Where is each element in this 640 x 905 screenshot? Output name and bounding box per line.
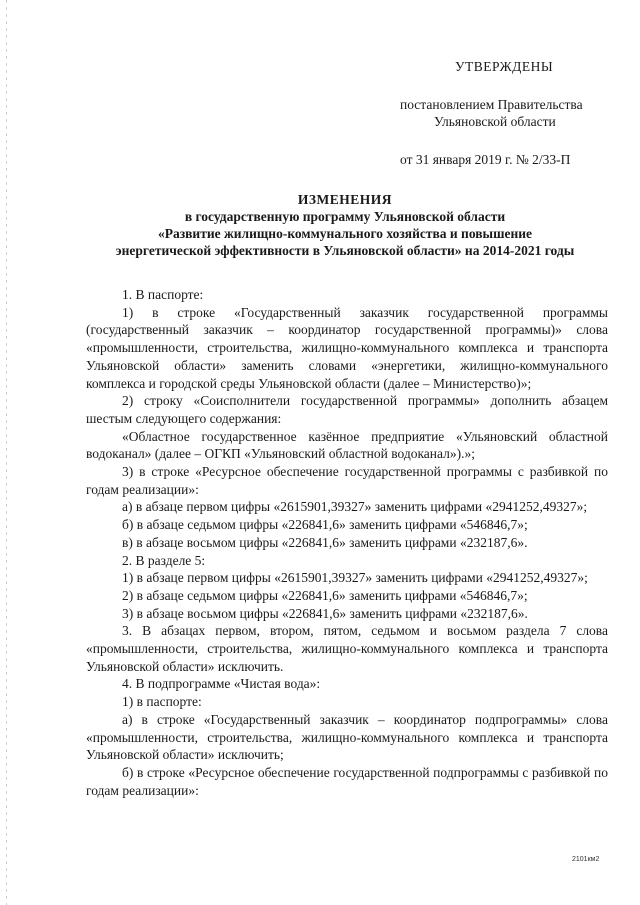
paragraph-8: в) в абзаце восьмом цифры «226841,6» заменить цифрами «232187,6». xyxy=(122,534,528,550)
paragraph-12: 3) в абзаце восьмом цифры «226841,6» заменить цифрами «232187,6». xyxy=(122,605,528,621)
document-body xyxy=(86,286,608,799)
paragraph-4: «Областное государственное казённое предприятие «Ульяновский областной водоканал» (далее – ОГКП «Ульяновский областной водоканал»).»; xyxy=(86,428,608,462)
paragraph-16: а) в строке «Государственный заказчик – координатор подпрограммы» слова «промышленности, строительства, жилищно-коммунального комплекса и транспорта Ульяновской области» исключить; xyxy=(86,711,608,763)
paragraph-14: 4. В подпрограмме «Чистая вода»: xyxy=(122,676,321,692)
document-heading xyxy=(80,191,610,259)
heading-line-0: ИЗМЕНЕНИЯ xyxy=(297,192,393,207)
paragraph-3: 2) строку «Соисполнители государственной программы» дополнить абзацем шестым следующего содержания: xyxy=(86,393,608,426)
paragraph-9: 2. В разделе 5: xyxy=(122,552,206,568)
footer-code: 2101км2 xyxy=(572,856,600,863)
paragraph-11: 2) в абзаце седьмом цифры «226841,6» заменить цифрами «546846,7»; xyxy=(122,587,528,603)
heading-line-2: «Развитие жилищно-коммунального хозяйства и повышение xyxy=(157,226,533,241)
paragraph-10: 1) в абзаце первом цифры «2615901,39327» заменить цифрами «2941252,49327»; xyxy=(122,570,588,586)
paragraph-5: 3) в строке «Ресурсное обеспечение государственной программы с разбивкой по годам реализации»: xyxy=(86,464,608,497)
paragraph-1: 1. В паспорте: xyxy=(122,287,204,302)
paragraph-7: б) в абзаце седьмом цифры «226841,6» заменить цифрами «546846,7»; xyxy=(122,517,528,533)
approval-title: УТВЕРЖДЕНЫ xyxy=(455,59,554,74)
paragraph-17: б) в строке «Ресурсное обеспечение государственной подпрограммы с разбивкой по годам реализации»: xyxy=(86,764,608,798)
heading-line-1: в государственную программу Ульяновской области xyxy=(184,209,506,224)
heading-line-3: энергетической эффективности в Ульяновской области» на 2014-2021 годы xyxy=(115,243,575,258)
paragraph-15: 1) в паспорте: xyxy=(122,694,202,710)
scan-edge-marks xyxy=(6,0,7,905)
approval-line-3: от 31 января 2019 г. № 2/33-П xyxy=(400,152,571,167)
paragraph-13: 3. В абзацах первом, втором, пятом, седьмом и восьмом раздела 7 слова «промышленности, строительства, жилищно-коммунального комплекса и транспорта Ульяновской области» исключить. xyxy=(86,623,608,674)
approval-line-2: Ульяновской области xyxy=(434,114,556,129)
paragraph-6: а) в абзаце первом цифры «2615901,39327» заменить цифрами «2941252,49327»; xyxy=(122,499,588,515)
approval-line-1: постановлением Правительства xyxy=(400,97,583,112)
paragraph-2: 1) в строке «Государственный заказчик государственной программы (государственный заказчик – координатор государственной программы)» слова «промышленности, строительства, жилищно-коммунального комплекса и транспорта Ульяновской области» заменить словами «энергетики, жилищно-коммунального комплекса и городской среды Ульяновской области (далее – Министерство)»; xyxy=(86,304,608,391)
approval-block xyxy=(400,58,605,168)
